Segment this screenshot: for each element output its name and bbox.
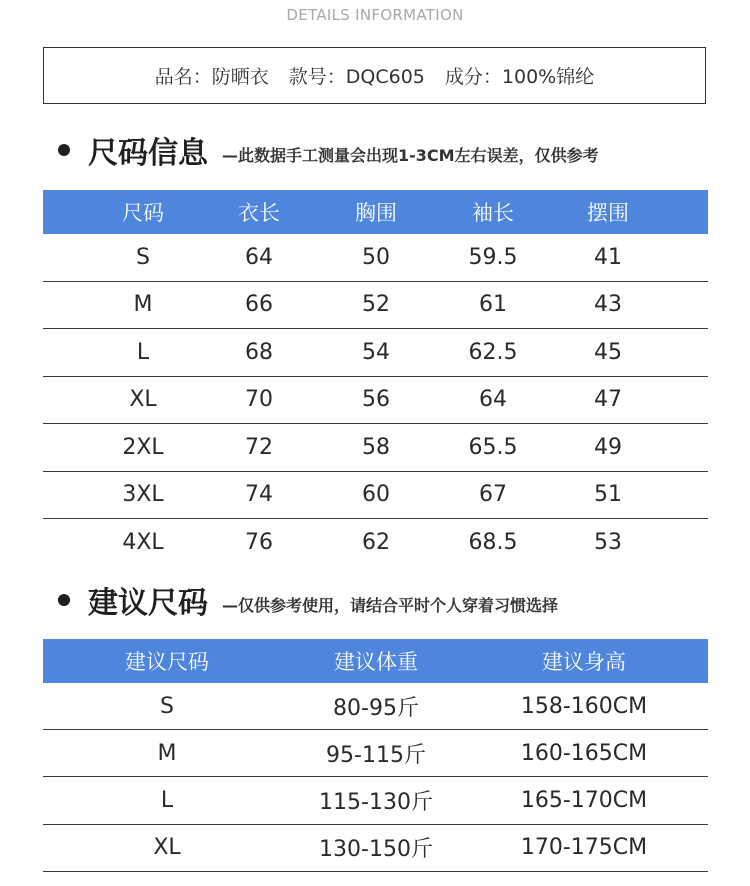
table-cell: XL [129,387,157,413]
table-cell: 52 [362,292,390,318]
suggest-section-note: —仅供参考使用，请结合平时个人穿着习惯选择 [222,595,559,615]
column-header: 胸围 [355,201,397,225]
table-cell: 2XL [122,434,164,460]
table-cell: 49 [594,434,622,460]
table-cell: 158-160CM [520,693,648,719]
table-cell: M [157,740,177,766]
table-row [43,377,708,425]
size-section-note: —此数据手工测量会出现1-3CM左右误差，仅供参考 [222,145,599,165]
table-cell: 68.5 [468,530,518,556]
table-cell: 76 [245,530,273,556]
page-header-title: DETAILS INFORMATION [286,6,464,24]
table-cell: 170-175CM [520,835,648,861]
table-row [43,234,708,282]
bullet-dot-icon [58,594,70,606]
table-cell: 130-150斤 [319,837,433,863]
table-cell: 45 [594,339,622,365]
column-header: 建议体重 [334,650,418,674]
column-header: 袖长 [472,201,514,225]
table-cell: 74 [245,482,273,508]
suggest-section-title: 建议尺码 [88,586,208,621]
table-row [43,472,708,520]
table-cell: 60 [362,482,390,508]
table-cell: L [136,339,150,365]
column-header: 衣长 [238,201,280,225]
table-cell: 67 [479,482,507,508]
column-header: 尺码 [122,201,164,225]
table-cell: XL [153,835,181,861]
product-material: 成分：100%锦纶 [444,66,595,88]
column-header: 建议尺码 [125,650,209,674]
column-header: 摆围 [587,201,629,225]
table-cell: M [133,292,153,318]
size-section-header [58,128,599,172]
column-header: 建议身高 [542,650,626,674]
bullet-dot-icon [58,144,70,156]
table-cell: 50 [362,244,390,270]
table-cell: 115-130斤 [319,789,433,815]
table-cell: S [160,693,174,719]
table-row [43,777,708,824]
table-row [43,519,708,567]
table-row [43,282,708,330]
size-table [43,190,708,567]
table-cell: L [160,787,174,813]
table-cell: 66 [245,292,273,318]
table-cell: 3XL [122,482,164,508]
product-model: 款号：DQC605 [288,66,425,88]
table-cell: S [136,244,150,270]
table-cell: 65.5 [468,434,518,460]
table-cell: 41 [594,244,622,270]
suggest-table-header [43,639,708,683]
size-table-header [43,190,708,234]
table-row [43,730,708,777]
table-cell: 61 [479,292,507,318]
table-cell: 64 [245,244,273,270]
table-cell: 68 [245,339,273,365]
table-cell: 95-115斤 [326,742,426,768]
table-cell: 62.5 [468,339,518,365]
table-cell: 54 [362,339,390,365]
table-cell: 51 [594,482,622,508]
suggest-table [43,639,708,872]
table-row [43,825,708,872]
suggest-section-header [58,578,558,622]
table-cell: 72 [245,434,273,460]
table-cell: 62 [362,530,390,556]
table-row [43,424,708,472]
table-cell: 64 [479,387,507,413]
table-row [43,329,708,377]
table-cell: 165-170CM [520,787,648,813]
table-row [43,683,708,730]
product-info-box [43,47,706,104]
table-cell: 80-95斤 [333,695,419,721]
size-section-title: 尺码信息 [88,136,208,171]
table-cell: 70 [245,387,273,413]
table-cell: 58 [362,434,390,460]
table-cell: 53 [594,530,622,556]
table-cell: 59.5 [468,244,518,270]
table-cell: 43 [594,292,622,318]
table-cell: 160-165CM [520,740,648,766]
table-cell: 47 [594,387,622,413]
table-cell: 56 [362,387,390,413]
product-name: 品名：防晒衣 [154,66,269,88]
table-cell: 4XL [122,530,164,556]
